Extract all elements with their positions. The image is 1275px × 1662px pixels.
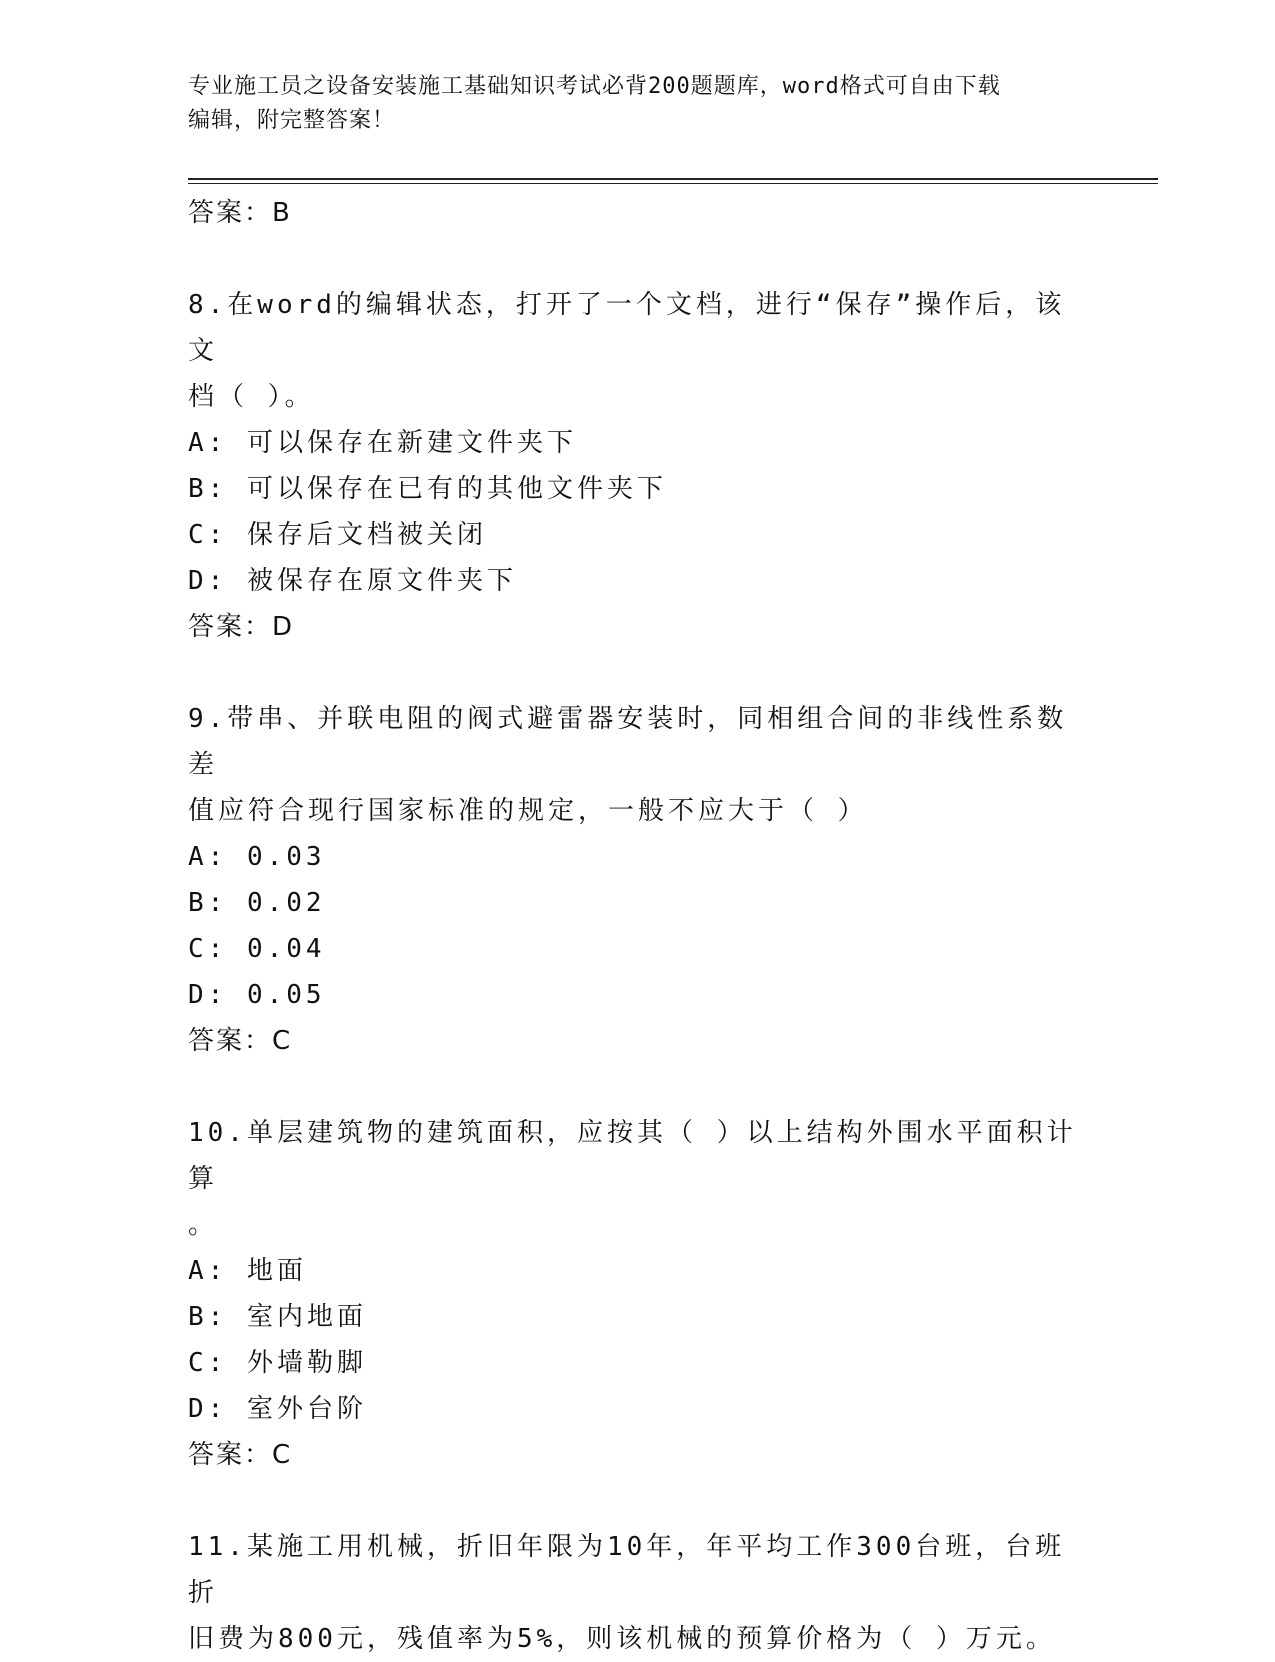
- question-10-stem-line-1: 10.单层建筑物的建筑面积，应按其（ ）以上结构外围水平面积计算: [188, 1118, 1077, 1194]
- question-9-option-c: C: 0.04: [188, 934, 326, 964]
- header-rule-thick: [188, 178, 1158, 180]
- question-11: [188, 1524, 1088, 1662]
- question-10-answer: 答案：C: [188, 1440, 293, 1470]
- header-title-line-1: 专业施工员之设备安装施工基础知识考试必背200题题库，word格式可自由下载: [188, 74, 1001, 99]
- question-11-stem-line-2: 旧费为800元，残值率为5%，则该机械的预算价格为（ ）万元。: [188, 1624, 1056, 1654]
- question-9-option-d: D: 0.05: [188, 980, 326, 1010]
- question-9: [188, 696, 1088, 1064]
- question-8-option-d: D: 被保存在原文件夹下: [188, 566, 517, 596]
- question-8-option-c: C: 保存后文档被关闭: [188, 520, 487, 550]
- question-8-stem-line-1: 8.在word的编辑状态，打开了一个文档，进行“保存”操作后，该文: [188, 290, 1066, 366]
- question-8-stem-line-2: 档（ ）。: [188, 382, 315, 412]
- question-8-answer: 答案：D: [188, 612, 295, 642]
- question-10-option-c: C: 外墙勒脚: [188, 1348, 367, 1378]
- question-9-stem-line-2: 值应符合现行国家标准的规定，一般不应大于（ ）: [188, 796, 868, 826]
- question-11-stem-line-1: 11.某施工用机械，折旧年限为10年，年平均工作300台班，台班折: [188, 1532, 1066, 1608]
- question-10-option-d: D: 室外台阶: [188, 1394, 367, 1424]
- previous-answer: 答案：B: [188, 198, 292, 228]
- question-10-option-a: A: 地面: [188, 1256, 307, 1286]
- document-body: [188, 190, 1088, 1662]
- header-rule-thin: [188, 183, 1158, 184]
- header-title-line-2: 编辑，附完整答案！: [188, 108, 396, 133]
- document-header: [188, 70, 1068, 138]
- question-9-stem-line-1: 9.带串、并联电阻的阀式避雷器安装时，同相组合间的非线性系数差: [188, 704, 1068, 780]
- question-9-option-a: A: 0.03: [188, 842, 326, 872]
- question-8-option-b: B: 可以保存在已有的其他文件夹下: [188, 474, 667, 504]
- question-9-option-b: B: 0.02: [188, 888, 326, 918]
- question-8: [188, 282, 1088, 650]
- question-8-option-a: A: 可以保存在新建文件夹下: [188, 428, 577, 458]
- question-10-option-b: B: 室内地面: [188, 1302, 367, 1332]
- question-10-stem-line-2: 。: [188, 1210, 219, 1240]
- question-9-answer: 答案：C: [188, 1026, 293, 1056]
- question-10: [188, 1110, 1088, 1478]
